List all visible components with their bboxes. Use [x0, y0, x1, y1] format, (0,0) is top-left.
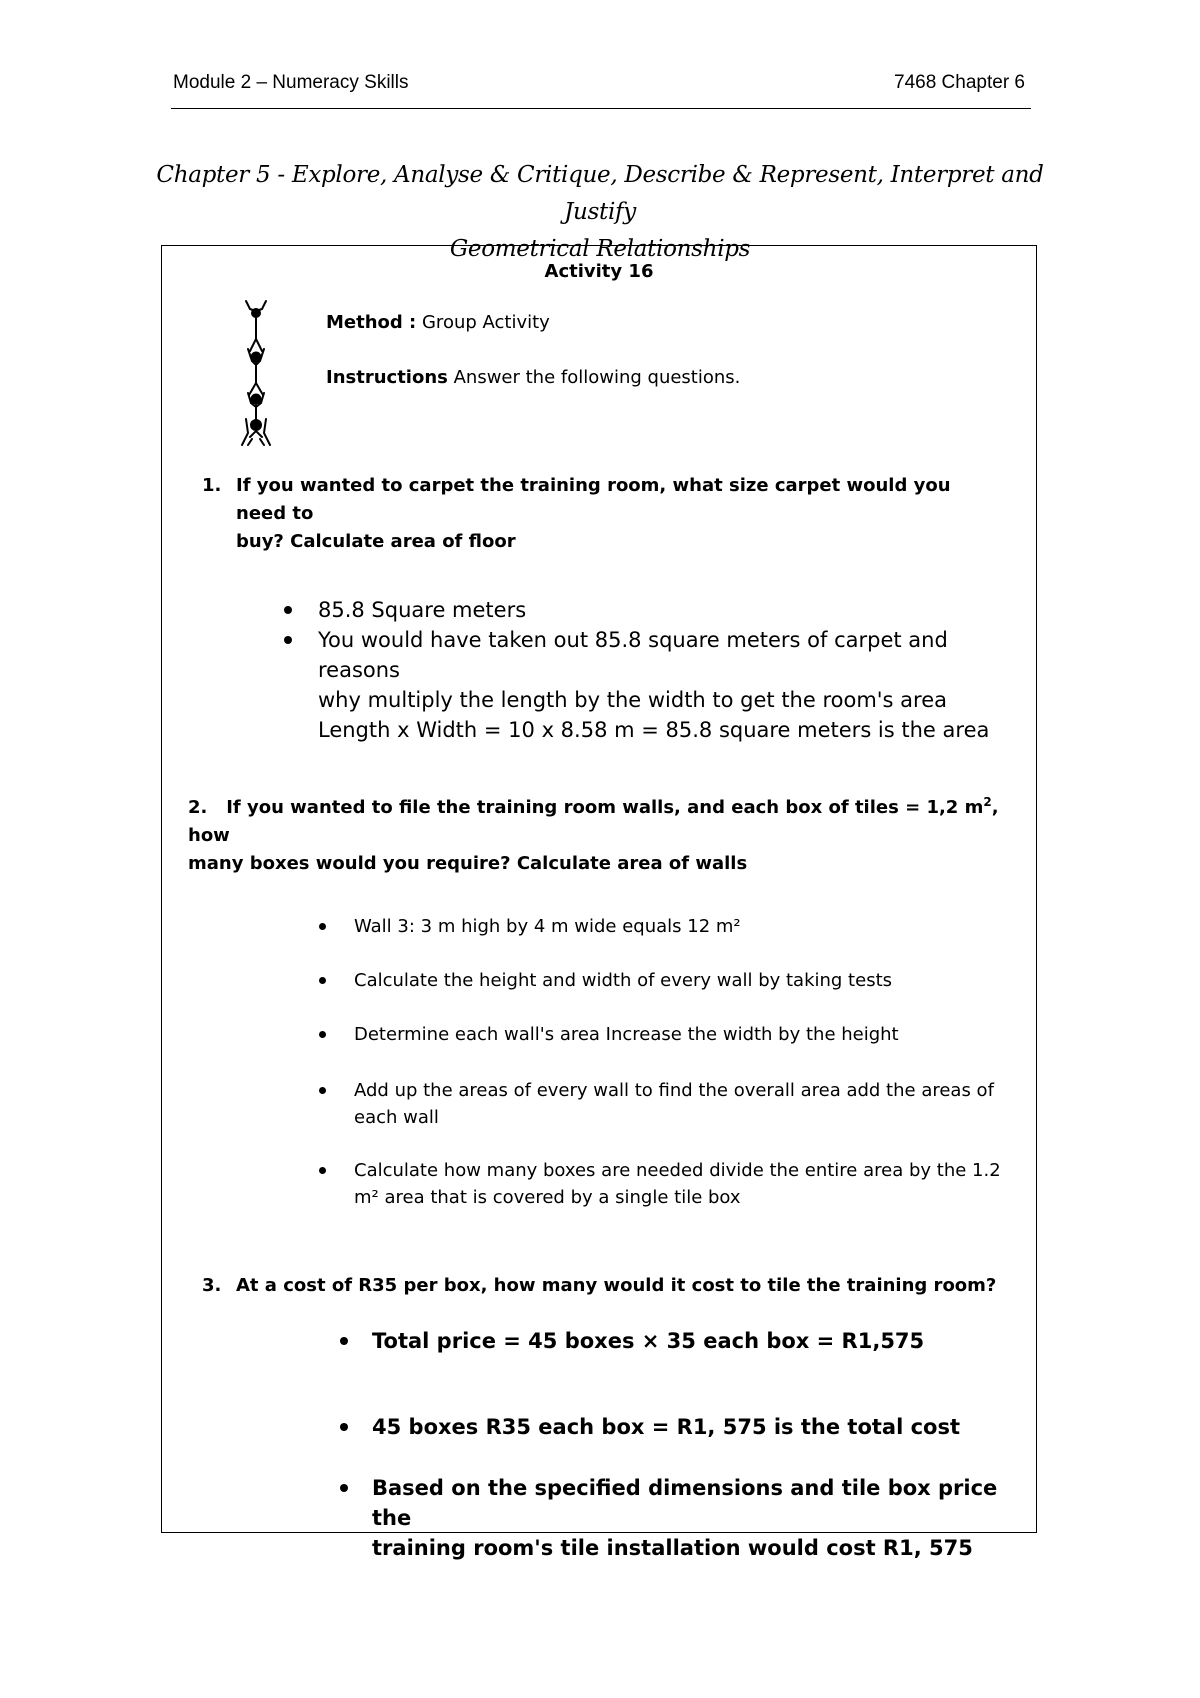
answer-line: each wall: [354, 1107, 439, 1128]
instructions-line: [326, 367, 740, 388]
question-2-number: 2.: [188, 797, 208, 818]
answer-line: Calculate how many boxes are needed divide the entire area by the 1.2: [354, 1160, 1001, 1181]
list-item: 85.8 Square meters: [318, 595, 998, 625]
question-2: [188, 788, 1018, 878]
question-1-answers: [318, 595, 998, 745]
question-2-line1: [188, 788, 1018, 850]
page-header: [171, 70, 1031, 109]
list-item: Wall 3: 3 m high by 4 m wide equals 12 m²: [354, 913, 1014, 940]
list-item: Total price = 45 boxes × 35 each box = R1,575: [372, 1326, 1012, 1356]
list-item: Determine each wall's area Increase the width by the height: [354, 1021, 1014, 1048]
list-item: [354, 1077, 1014, 1131]
activity-title: Activity 16: [544, 261, 654, 282]
question-1-number: 1.: [202, 475, 222, 496]
question-3-answers: [372, 1326, 1012, 1563]
answer-line: Based on the specified dimensions and tile box price the: [372, 1476, 998, 1530]
method-value: Group Activity: [416, 312, 550, 333]
answer-line: Add up the areas of every wall to find the overall area add the areas of: [354, 1080, 994, 1101]
question-2-line2: many boxes would you require? Calculate area of walls: [188, 853, 748, 874]
module-title: Module 2 – Numeracy Skills: [173, 72, 409, 93]
chapter-title-line2: Geometrical Relationships: [449, 236, 751, 262]
question-1-line1: If you wanted to carpet the training room, what size carpet would you need to: [236, 475, 951, 524]
group-activity-figures-icon: [238, 299, 274, 447]
question-3-number: 3.: [202, 1275, 222, 1296]
answer-line: Length x Width = 10 x 8.58 m = 85.8 square meters is the area: [318, 718, 990, 742]
list-item: [354, 1157, 1014, 1211]
answer-line: training room's tile installation would cost R1, 575: [372, 1536, 973, 1560]
method-line: [326, 312, 550, 333]
question-3: [202, 1272, 1002, 1300]
list-item: [318, 625, 998, 745]
question-1: [202, 472, 1002, 556]
question-2-text-b: , how: [188, 797, 999, 846]
answer-line: why multiply the length by the width to get the room's area: [318, 688, 948, 712]
list-item: 45 boxes R35 each box = R1, 575 is the total cost: [372, 1412, 1012, 1442]
chapter-title-line1: Chapter 5 - Explore, Analyse & Critique, Describe & Represent, Interpret and Justify: [156, 162, 1044, 225]
question-3-text: At a cost of R35 per box, how many would it cost to tile the training room?: [236, 1275, 997, 1296]
question-2-text-a: If you wanted to file the training room walls, and each box of tiles = 1,2 m: [226, 797, 984, 818]
instructions-value: Answer the following questions.: [447, 367, 741, 388]
answer-line: You would have taken out 85.8 square meters of carpet and reasons: [318, 628, 948, 682]
list-item: Calculate the height and width of every wall by taking tests: [354, 967, 1014, 994]
method-label: Method :: [326, 312, 417, 333]
chapter-reference: 7468 Chapter 6: [894, 72, 1025, 93]
superscript: 2: [983, 795, 992, 809]
question-2-answers: [354, 913, 1014, 1211]
answer-line: m² area that is covered by a single tile box: [354, 1187, 741, 1208]
list-item: [372, 1473, 1012, 1563]
activity-box: [161, 245, 1037, 1560]
instructions-label: Instructions: [326, 367, 448, 388]
question-1-line2: buy? Calculate area of floor: [236, 531, 516, 552]
